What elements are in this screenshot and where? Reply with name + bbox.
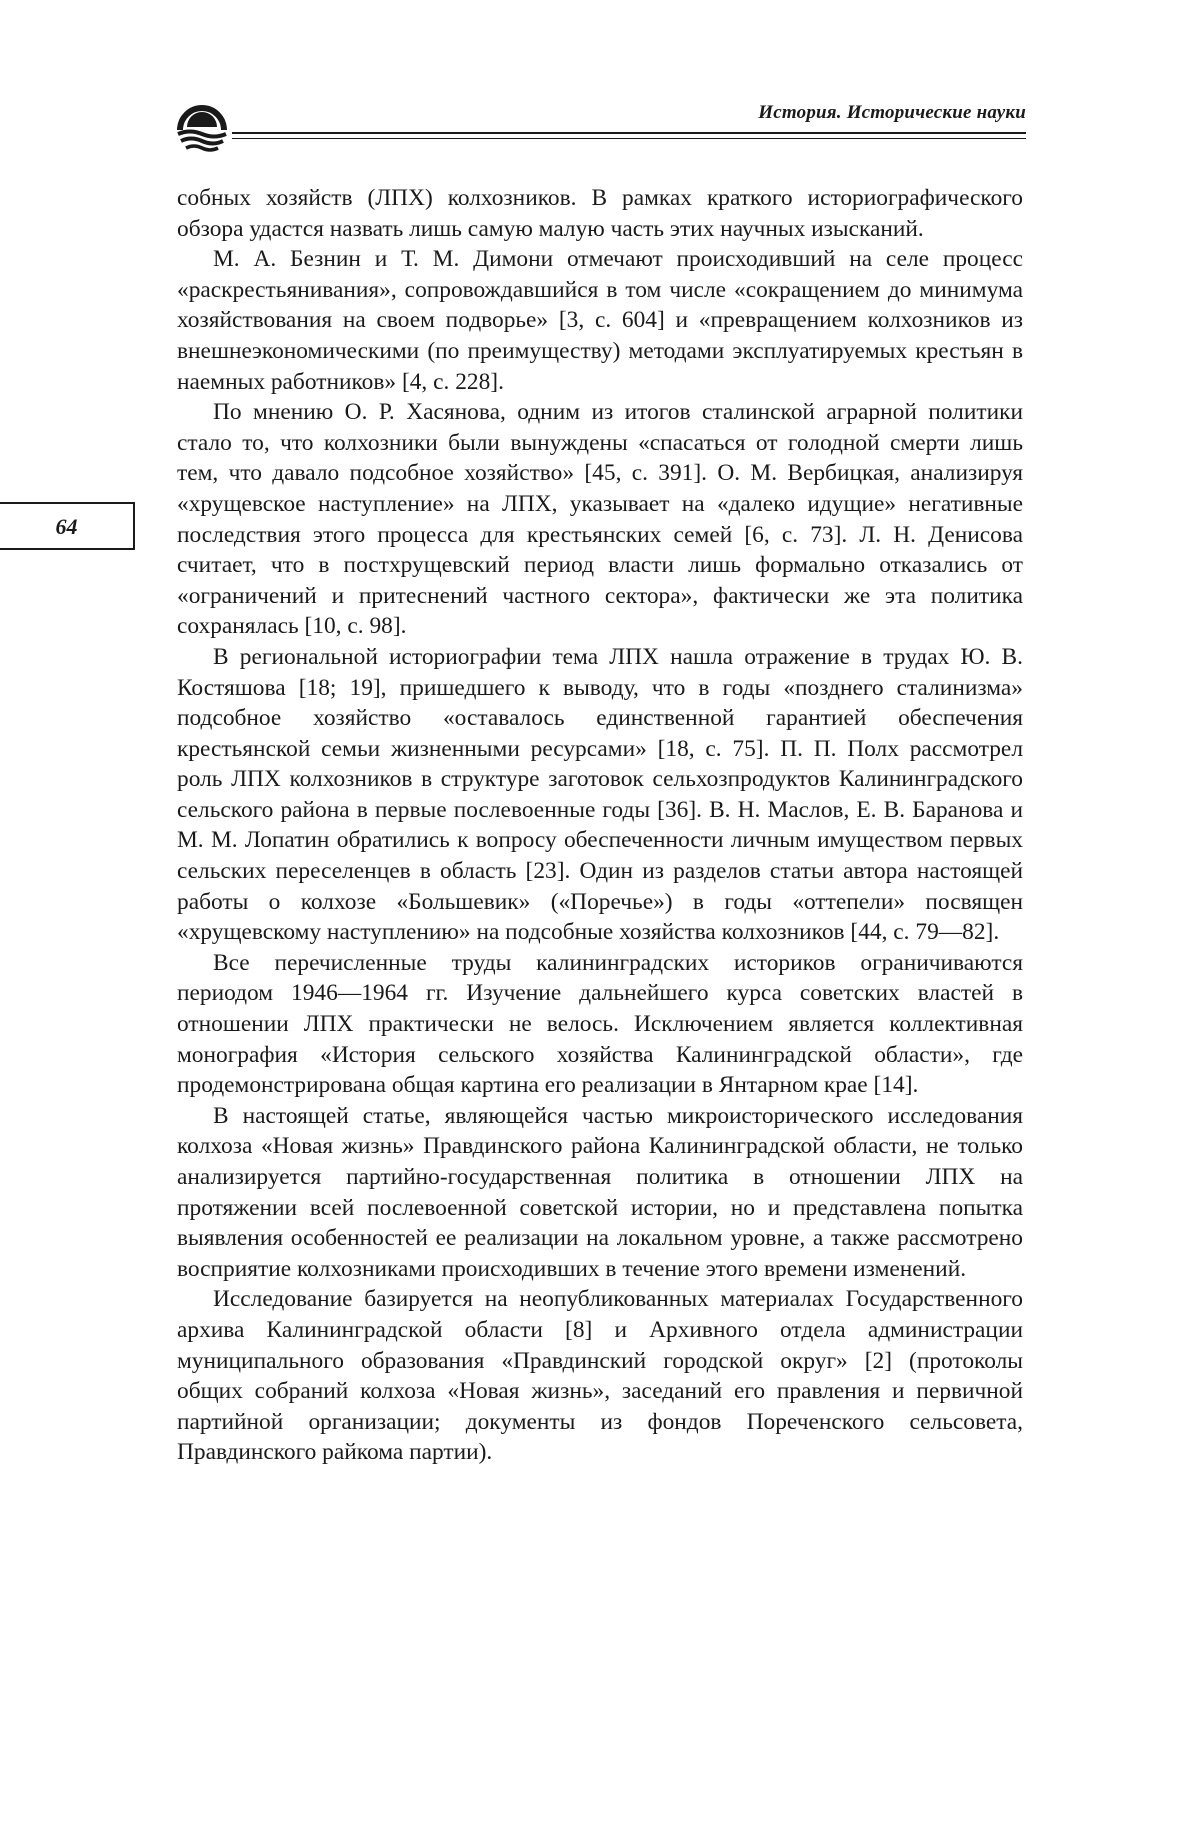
- paragraph: Исследование базируется на неопубликованных материалах Государственного архива Калининградской области [8] и Архивного отдела администрации муниципального образования «Правдинский городской округ» [2] (протоколы общих собраний колхоза «Новая жизнь», заседаний его правления и первичной партийной организации; документы из фондов Пореченского сельсовета, Правдинского райкома партии).: [177, 1286, 1023, 1466]
- paragraph: По мнению О. Р. Хасянова, одним из итогов сталинской аграрной политики стало то, что колхозники были вынуждены «спасаться от голодной смерти лишь тем, что давало подсобное хозяйство» [45, с. 391]. О. М. Вербицкая, анализируя «хрущевское наступление» на ЛПХ, указывает на «далеко идущие» негативные последствия этого процесса для крестьянских семей [6, с. 73]. Л. Н. Денисова считает, что в постхрущевский период власти лишь формально отказались от «ограничений и притеснений частного сектора», фактически же эта политика сохранялась [10, с. 98].: [177, 399, 1023, 640]
- paragraph: В настоящей статье, являющейся частью микроисторического исследования колхоза «Новая жизнь» Правдинского района Калининградской области, не только анализируется партийно-государственная политика в отношении ЛПХ на протяжении всей послевоенной советской истории, но и представлена попытка выявления особенностей ее реализации на локальном уровне, а также рассмотрено восприятие колхозниками происходивших в течение этого времени изменений.: [177, 1102, 1023, 1282]
- page-number-tab: [0, 502, 135, 550]
- page-number: 64: [55, 514, 78, 539]
- paragraph-continuation: собных хозяйств (ЛПХ) колхозников. В рамках краткого историографического обзора удастся назвать лишь самую малую часть этих научных изысканий.: [177, 185, 1023, 242]
- paragraph: Все перечисленные труды калининградских историков ограничиваются периодом 1946—1964 гг. Изучение дальнейшего курса советских властей в отношении ЛПХ практически не велось. Исключением является коллективная монография «История сельского хозяйства Калининградской области», где продемонстрирована общая картина его реализации в Янтарном крае [14].: [177, 949, 1023, 1099]
- article-body: [177, 183, 1023, 1468]
- journal-logo-icon: [174, 100, 230, 156]
- paragraph: М. А. Безнин и Т. М. Димони отмечают происходивший на селе процесс «раскрестьянивания», сопровождавшийся в том числе «сокращением до минимума хозяйствования на своем подворье» [3, с. 604] и «превращением колхозников из внешнеэкономическими (по преимуществу) методами эксплуатируемых крестьян в наемных работников» [4, с. 228].: [177, 246, 1023, 395]
- running-header: [170, 96, 1026, 156]
- paragraph: В региональной историографии тема ЛПХ нашла отражение в трудах Ю. В. Костяшова [18; 19], пришедшего к выводу, что в годы «позднего сталинизма» подсобное хозяйство «оставалось единственной гарантией обеспечения крестьянской семьи жизненными ресурсами» [18, с. 75]. П. П. Полх рассмотрел роль ЛПХ колхозников в структуре заготовок сельхозпродуктов Калининградского сельского района в первые послевоенные годы [36]. В. Н. Маслов, Е. В. Баранова и М. М. Лопатин обратились к вопросу обеспеченности личным имуществом первых сельских переселенцев в область [23]. Один из разделов статьи автора настоящей работы о колхозе «Большевик» («Поречье») в годы «оттепели» посвящен «хрущевскому наступлению» на подсобные хозяйства колхозников [44, с. 79—82].: [177, 643, 1023, 946]
- header-rule-thick: [232, 132, 1026, 134]
- header-rule-thin: [232, 138, 1026, 139]
- section-title: История. Исторические науки: [758, 102, 1026, 123]
